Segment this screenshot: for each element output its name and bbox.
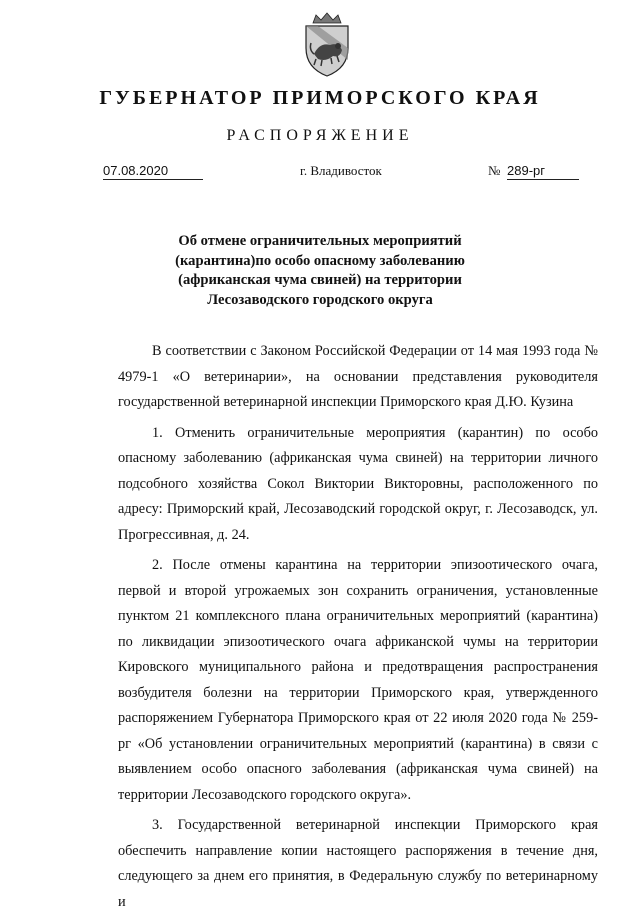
document-title: Об отмене ограничительных мероприятий (карантина)по особо опасному заболеванию (африканская чума свиней) на территории Лесозаводского городского округа: [175, 233, 465, 308]
document-number: 289-рг: [507, 163, 579, 180]
document-number-label: №: [488, 163, 501, 178]
coat-of-arms-icon: [300, 12, 354, 78]
issuer-title: ГУБЕРНАТОР ПРИМОРСКОГО КРАЯ: [99, 87, 541, 109]
paragraph-item-2: 2. После отмены карантина на территории эпизоотического очага, первой и второй угрожаемых зон сохранить ограничения, установленные пунктом 21 комплексного плана ограничительных мероприятий (карантина) по ликвидации эпизоотического очага африканской чумы на территории Кировского муниципального района и предотвращения распространения возбудителя болезни на территории Приморского края, утвержденного распоряжением Губернатора Приморского края от 22 июля 2020 года № 259-рг «Об установлении ограничительных мероприятий (карантина) в связи с выявлением особо опасного заболевания (африканская чума свиней) на территории Лесозаводского городского округа».: [118, 557, 598, 803]
document-city: г. Владивосток: [300, 163, 382, 178]
document-type: РАСПОРЯЖЕНИЕ: [226, 127, 414, 144]
document-body: [118, 339, 598, 920]
document-date: 07.08.2020: [103, 163, 203, 180]
paragraph-preamble: В соответствии с Законом Российской Федерации от 14 мая 1993 года № 4979-1 «О ветеринарии», на основании представления руководителя государственной ветеринарной инспекции Приморского края Д.Ю. Кузина: [118, 343, 598, 410]
paragraph-item-1: 1. Отменить ограничительные мероприятия (карантин) по особо опасному заболеванию (африканская чума свиней) на территории личного подсобного хозяйства Сокол Виктории Викторовны, расположенного по адресу: Приморский край, Лесозаводский городской округ, г. Лесозаводск, ул. Прогрессивная, д. 24.: [118, 424, 598, 543]
paragraph-item-3: 3. Государственной ветеринарной инспекции Приморского края обеспечить направление копии настоящего распоряжения в течение дня, следующего за днем его принятия, в Федеральную службу по ветеринарному и: [118, 817, 598, 910]
